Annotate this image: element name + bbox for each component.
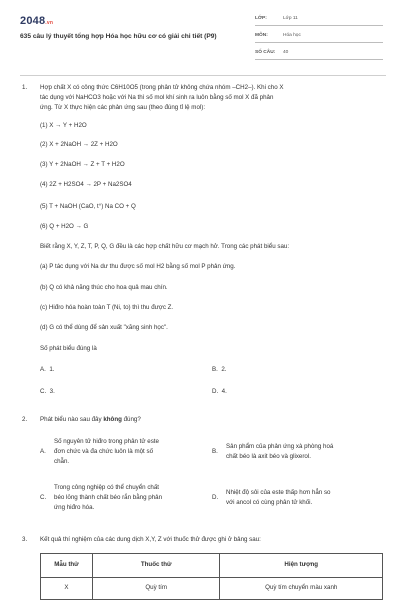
table-row <box>41 578 383 600</box>
statement-d: (d) G có thể dùng để sản xuất "xăng sinh học". <box>40 324 168 331</box>
results-table <box>40 553 383 600</box>
stem-emphasis: không <box>103 416 122 423</box>
table-cell: Quỳ tím <box>92 578 220 600</box>
meta-value: 40 <box>283 50 289 56</box>
reaction-2: (2) X + 2NaOH → 2Z + H2O <box>40 141 118 148</box>
q1-option-b[interactable] <box>212 366 226 374</box>
option-text: 2. <box>221 366 227 373</box>
statement-c: (c) Hiđro hóa hoàn toàn T (Ni, to) thì thu được Z. <box>40 304 174 311</box>
option-text: 3. <box>49 388 55 395</box>
question-1-stem-line-1: Hợp chất X có công thức C6H10O5 (trong phân tử không chứa nhóm –CH2–). Khi cho X <box>40 84 284 91</box>
q1-option-a[interactable] <box>40 366 54 374</box>
question-1-number: 1. <box>22 84 28 91</box>
meta-value: Lớp 11 <box>283 16 298 22</box>
question-1-stem-line-2: tác dụng với NaHCO3 hoặc với Na thì số mol khí sinh ra luôn bằng số mol X đã phản <box>40 94 274 101</box>
site-logo[interactable] <box>20 14 53 29</box>
option-line: Trong công nghiệp có thể chuyển chất <box>54 484 160 491</box>
stem-suffix: đúng? <box>121 416 141 423</box>
header-divider <box>20 75 386 76</box>
reaction-3: (3) Y + 2NaOH → Z + T + H2O <box>40 161 125 168</box>
q1-option-c[interactable] <box>40 388 55 396</box>
option-text: 4. <box>221 388 227 395</box>
option-text: 1. <box>49 366 55 373</box>
logo-suffix-text: .vn <box>45 20 54 26</box>
option-letter: D. <box>212 388 219 395</box>
meta-label: MÔN: <box>255 33 268 39</box>
question-1-stem-line-3: ứng. Từ X thực hiện các phản ứng sau (theo đúng tỉ lệ mol): <box>40 104 206 111</box>
column-header: Thuốc thử <box>92 554 220 578</box>
option-line: béo lỏng thành chất béo rắn bằng phản <box>54 494 163 501</box>
document-header <box>0 0 400 62</box>
reaction-5: (5) T + NaOH (CaO, t°) Na CO + Q <box>40 203 136 210</box>
option-line: ứng hiđro hóa. <box>54 504 95 511</box>
reaction-1: (1) X → Y + H2O <box>40 122 87 129</box>
document-meta <box>255 14 383 65</box>
q1-option-d[interactable] <box>212 388 227 396</box>
option-letter: C. <box>40 494 47 501</box>
question-2-stem <box>40 416 141 424</box>
table-header-row <box>41 554 383 578</box>
document-title: 635 câu lý thuyết tổng hợp Hóa học hữu cơ có giải chi tiết (P9) <box>20 33 217 40</box>
meta-row-question-count <box>255 48 383 60</box>
meta-label: LỚP: <box>255 16 267 22</box>
option-line: Nhiệt độ sôi của este thấp hơn hẳn so <box>226 489 331 496</box>
option-letter: D. <box>212 494 219 501</box>
option-line: chẵn. <box>54 458 70 465</box>
question-3-number: 3. <box>22 536 28 543</box>
question-3-stem: Kết quả thí nghiệm của các dung dịch X,Y, Z với thuốc thử được ghi ở bảng sau: <box>40 536 261 543</box>
meta-label: SỐ CÂU: <box>255 50 276 56</box>
table-cell: X <box>41 578 93 600</box>
statement-a: (a) P tác dụng với Na dư thu được số mol H2 bằng số mol P phản ứng. <box>40 263 236 270</box>
option-line: đơn chức và đa chức luôn là một số <box>54 448 154 455</box>
option-line: với ancol có cùng phân tử khối. <box>226 499 313 506</box>
meta-row-class <box>255 14 383 26</box>
option-letter: A. <box>40 366 46 373</box>
option-letter: B. <box>212 366 218 373</box>
question-1-known: Biết rằng X, Y, Z, T, P, Q, G đều là các hợp chất hữu cơ mạch hở. Trong các phát biểu sau: <box>40 243 290 250</box>
question-2-number: 2. <box>22 416 28 423</box>
option-letter: A. <box>40 448 46 455</box>
option-line: Sản phẩm của phản ứng xà phòng hoá <box>226 443 334 450</box>
reaction-6: (6) Q + H2O → G <box>40 223 89 230</box>
question-1-ask: Số phát biểu đúng là <box>40 345 97 352</box>
logo-main-text: 2048 <box>20 15 46 27</box>
stem-prefix: Phát biểu nào sau đây <box>40 416 104 423</box>
column-header: Mẫu thử <box>41 554 93 578</box>
meta-value: Hóa học <box>283 33 301 39</box>
option-letter: C. <box>40 388 47 395</box>
option-line: chất béo là axit béo và glixerol. <box>226 453 311 460</box>
statement-b: (b) Q có khả năng thúc cho hoa quả mau chín. <box>40 284 168 291</box>
meta-row-subject <box>255 31 383 43</box>
reaction-4: (4) 2Z + H2SO4 → 2P + Na2SO4 <box>40 181 132 188</box>
option-letter: B. <box>212 448 218 455</box>
option-line: Số nguyên tử hiđro trong phân tử este <box>54 438 159 445</box>
column-header: Hiện tượng <box>220 554 383 578</box>
table-cell: Quỳ tím chuyển màu xanh <box>220 578 383 600</box>
